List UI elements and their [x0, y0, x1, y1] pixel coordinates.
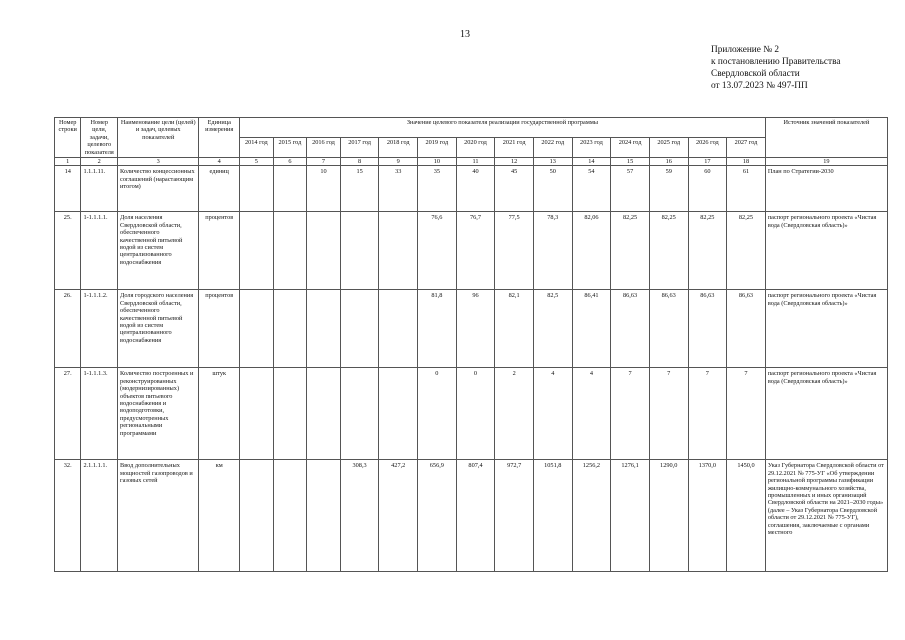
year-value: 7	[611, 368, 650, 460]
year-value: 40	[456, 166, 495, 212]
year-value: 82,25	[611, 212, 650, 290]
column-number: 10	[418, 158, 457, 166]
year-value: 82,06	[572, 212, 611, 290]
year-value: 15	[340, 166, 379, 212]
goal-code: 1-1.1.1.2.	[81, 290, 118, 368]
unit: единиц	[199, 166, 240, 212]
source: План по Стратегии-2030	[765, 166, 887, 212]
column-number: 19	[765, 158, 887, 166]
year-value: 60	[688, 166, 727, 212]
year-value: 1276,1	[611, 460, 650, 572]
year-value	[273, 368, 307, 460]
table-row	[55, 166, 888, 212]
annex-line-2: к постановлению Правительства	[711, 57, 841, 67]
year-value: 33	[379, 166, 418, 212]
year-value	[240, 460, 274, 572]
year-value: 86,63	[688, 290, 727, 368]
year-value	[379, 212, 418, 290]
indicator-name: Ввод дополнительных мощностей газопроводов и газовых сетей	[118, 460, 199, 572]
column-number: 4	[199, 158, 240, 166]
year-value: 45	[495, 166, 534, 212]
year-value: 1256,2	[572, 460, 611, 572]
column-number: 1	[55, 158, 81, 166]
header-year: 2027 год	[727, 138, 766, 158]
header-goal-no: Номер цели, задачи, целевого показателя	[81, 118, 118, 158]
header-name: Наименование цели (целей) и задач, целевых показателей	[118, 118, 199, 158]
year-value: 82,1	[495, 290, 534, 368]
year-value	[273, 212, 307, 290]
goal-code: 2.1.1.1.1.	[81, 460, 118, 572]
unit: процентов	[199, 212, 240, 290]
year-value: 10	[307, 166, 341, 212]
annex-line-4: от 13.07.2023 № 497-ПП	[711, 81, 808, 91]
header-year: 2014 год	[240, 138, 274, 158]
header-row-no: Номер строки	[55, 118, 81, 158]
year-value: 35	[418, 166, 457, 212]
header-year: 2019 год	[418, 138, 457, 158]
year-value	[240, 166, 274, 212]
year-value	[240, 290, 274, 368]
year-value: 82,25	[688, 212, 727, 290]
column-numbers-row	[55, 158, 888, 166]
column-number: 18	[727, 158, 766, 166]
header-year: 2021 год	[495, 138, 534, 158]
table-row	[55, 368, 888, 460]
header-value-group: Значение целевого показателя реализации государственной программы	[240, 118, 766, 138]
column-number: 15	[611, 158, 650, 166]
page-number: 13	[460, 29, 470, 40]
header-year: 2015 год	[273, 138, 307, 158]
column-number: 12	[495, 158, 534, 166]
row-number: 32.	[55, 460, 81, 572]
table-row	[55, 460, 888, 572]
unit: км	[199, 460, 240, 572]
year-value	[307, 368, 341, 460]
year-value: 7	[688, 368, 727, 460]
year-value: 86,41	[572, 290, 611, 368]
column-number: 7	[307, 158, 341, 166]
column-number: 8	[340, 158, 379, 166]
annex-line-1: Приложение № 2	[711, 45, 780, 55]
year-value: 86,63	[611, 290, 650, 368]
year-value: 82,25	[727, 212, 766, 290]
year-value: 76,7	[456, 212, 495, 290]
header-year: 2022 год	[533, 138, 572, 158]
year-value: 77,5	[495, 212, 534, 290]
year-value	[379, 368, 418, 460]
year-value	[340, 368, 379, 460]
header-year: 2016 год	[307, 138, 341, 158]
year-value: 4	[572, 368, 611, 460]
year-value	[340, 290, 379, 368]
year-value: 7	[727, 368, 766, 460]
year-value	[307, 460, 341, 572]
row-number: 25.	[55, 212, 81, 290]
year-value	[307, 290, 341, 368]
year-value: 4	[533, 368, 572, 460]
year-value: 76,6	[418, 212, 457, 290]
indicator-name: Доля населения Свердловской области, обеспеченного качественной питьевой водой из систем централизованного водоснабжения	[118, 212, 199, 290]
header-year: 2023 год	[572, 138, 611, 158]
year-value: 54	[572, 166, 611, 212]
year-value: 2	[495, 368, 534, 460]
source: паспорт регионального проекта «Чистая вода (Свердловская область)»	[765, 368, 887, 460]
year-value: 81,8	[418, 290, 457, 368]
column-number: 9	[379, 158, 418, 166]
year-value: 57	[611, 166, 650, 212]
year-value	[273, 290, 307, 368]
year-value: 308,3	[340, 460, 379, 572]
year-value: 96	[456, 290, 495, 368]
year-value	[273, 166, 307, 212]
header-year: 2020 год	[456, 138, 495, 158]
source: Указ Губернатора Свердловской области от 29.12.2021 № 775-УГ «Об утверждении региональной программы газификации жилищно-коммунального хозяйства, промышленных и иных организаций Свердловской области на 2021–2030 годы» (далее – Указ Губернатора Свердловской области от 29.12.2021 № 775-УГ), соглашения, заключаемые с органами местного	[765, 460, 887, 572]
year-value: 1290,0	[649, 460, 688, 572]
year-value	[240, 368, 274, 460]
unit: штук	[199, 368, 240, 460]
column-number: 3	[118, 158, 199, 166]
year-value	[307, 212, 341, 290]
table-row	[55, 290, 888, 368]
header-year: 2017 год	[340, 138, 379, 158]
column-number: 5	[240, 158, 274, 166]
header-year: 2025 год	[649, 138, 688, 158]
column-number: 13	[533, 158, 572, 166]
year-value: 50	[533, 166, 572, 212]
header-source: Источник значений показателей	[765, 118, 887, 158]
source: паспорт регионального проекта «Чистая вода (Свердловская область)»	[765, 212, 887, 290]
annex-block	[711, 44, 841, 92]
year-value: 1051,8	[533, 460, 572, 572]
year-value: 86,63	[727, 290, 766, 368]
goal-code: 1-1.1.1.1.	[81, 212, 118, 290]
source: паспорт регионального проекта «Чистая вода (Свердловская область)»	[765, 290, 887, 368]
year-value: 1370,0	[688, 460, 727, 572]
year-value: 0	[418, 368, 457, 460]
year-value: 427,2	[379, 460, 418, 572]
year-value	[240, 212, 274, 290]
header-unit: Единица измерения	[199, 118, 240, 158]
year-value: 7	[649, 368, 688, 460]
column-number: 6	[273, 158, 307, 166]
annex-line-3: Свердловской области	[711, 69, 800, 79]
year-value: 61	[727, 166, 766, 212]
row-number: 26.	[55, 290, 81, 368]
header-year: 2026 год	[688, 138, 727, 158]
header-year: 2024 год	[611, 138, 650, 158]
indicators-table	[54, 117, 888, 572]
column-number: 2	[81, 158, 118, 166]
unit: процентов	[199, 290, 240, 368]
year-value: 82,5	[533, 290, 572, 368]
year-value: 59	[649, 166, 688, 212]
indicator-name: Доля городского населения Свердловской области, обеспеченного качественной питьевой водой из систем централизованного водоснабжения	[118, 290, 199, 368]
row-number: 27.	[55, 368, 81, 460]
year-value	[379, 290, 418, 368]
table-row	[55, 212, 888, 290]
indicator-name: Количество построенных и реконструированных (модернизированных) объектов питьевого водоснабжения и водоподготовки, предусмотренных региональными программами	[118, 368, 199, 460]
goal-code: 1-1.1.1.3.	[81, 368, 118, 460]
year-value	[273, 460, 307, 572]
indicator-name: Количество концессионных соглашений (нарастающим итогом)	[118, 166, 199, 212]
year-value: 656,9	[418, 460, 457, 572]
column-number: 16	[649, 158, 688, 166]
year-value: 972,7	[495, 460, 534, 572]
year-value: 0	[456, 368, 495, 460]
column-number: 17	[688, 158, 727, 166]
goal-code: 1.1.1.11.	[81, 166, 118, 212]
year-value	[340, 212, 379, 290]
year-value: 78,3	[533, 212, 572, 290]
column-number: 14	[572, 158, 611, 166]
year-value: 1450,0	[727, 460, 766, 572]
year-value: 807,4	[456, 460, 495, 572]
row-number: 14	[55, 166, 81, 212]
year-value: 82,25	[649, 212, 688, 290]
column-number: 11	[456, 158, 495, 166]
year-value: 86,63	[649, 290, 688, 368]
header-row-1	[55, 118, 888, 138]
header-year: 2018 год	[379, 138, 418, 158]
